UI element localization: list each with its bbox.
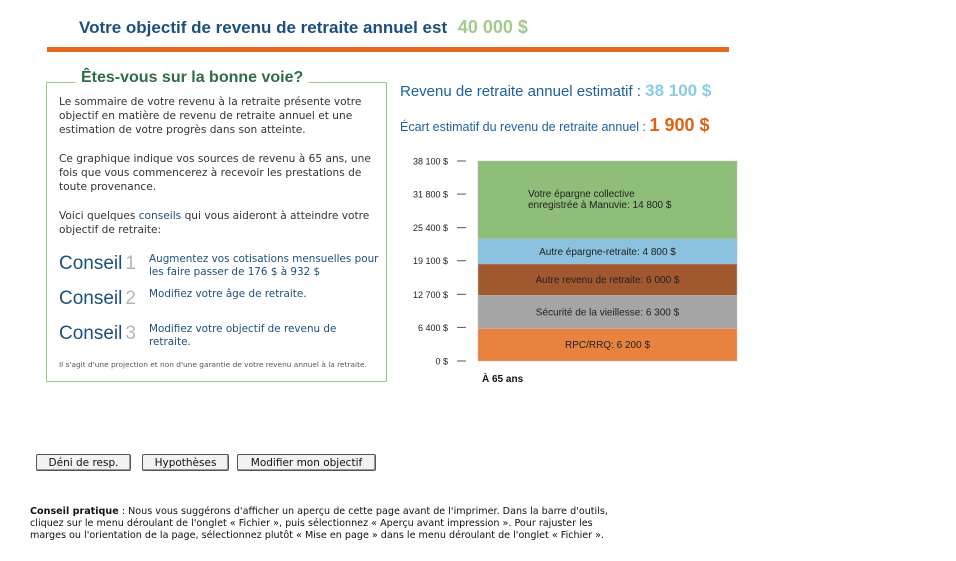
projection-disclaimer: Il s'agit d'une projection et non d'une garantie de votre revenu annuel à la retraite.	[59, 360, 367, 369]
intro-paragraph: Le sommaire de votre revenu à la retraite présente votre objectif en matière de revenu de retraite annuel et une estimation de votre progrès dans son atteinte.	[59, 96, 362, 136]
income-gap-label: Écart estimatif du revenu de retraite annuel :	[400, 120, 646, 134]
tip-3-link[interactable]: Modifiez votre objectif de revenu de retraite.	[149, 323, 337, 348]
bar-segment-label: Sécurité de la vieillesse: 6 300 $	[535, 307, 680, 319]
assumptions-button[interactable]: Hypothèses	[142, 454, 229, 471]
estimated-income-label: Revenu de retraite annuel estimatif :	[400, 83, 641, 100]
y-tick-label: 6 400 $	[417, 322, 448, 333]
tip-1-label: Conseil 1	[59, 253, 136, 274]
income-sources-chart	[400, 150, 745, 390]
tip-1-link[interactable]: Augmentez vos cotisations mensuelles pour les faire passer de 176 $ à 932 $	[149, 253, 379, 278]
income-gap	[400, 115, 710, 136]
tip-2-label: Conseil 2	[59, 288, 136, 309]
tips-intro-paragraph	[59, 209, 379, 237]
bar-segment-label: Autre revenu de retraite: 6 000 $	[535, 275, 680, 287]
tips-link[interactable]: conseils	[138, 210, 182, 222]
y-tick-label: 31 800 $	[412, 189, 448, 200]
practical-tip-label: Conseil pratique	[30, 506, 119, 517]
y-tick-label: 19 100 $	[412, 256, 448, 267]
y-tick-label: 38 100 $	[412, 156, 448, 167]
practical-tip-text: : Nous vous suggérons d'afficher un aperçu de cette page avant de l'imprimer. Dans la barre d'outils, cliquez sur le menu déroulant de l'onglet « Fichier », puis sélectionnez « Aperçu avant impression ». Pour rajuster les marges ou l'orientation de la page, sélectionnez plutôt « Mise en page » dans le menu déroulant de l'onglet « Fichier ».	[30, 506, 608, 541]
income-gap-value: 1 900 $	[649, 115, 710, 135]
estimated-income	[400, 81, 711, 101]
x-category-label: À 65 ans	[482, 374, 524, 385]
y-tick-label: 0 $	[435, 356, 448, 367]
bar-segment-label: Votre épargne collective enregistrée à Manuvie: 14 800 $	[528, 188, 672, 211]
practical-tip	[30, 506, 620, 542]
disclaimer-button[interactable]: Déni de resp.	[36, 454, 131, 471]
bar-segment-label: Autre épargne-retraite: 4 800 $	[539, 246, 676, 258]
page-title	[79, 17, 528, 38]
y-tick-label: 12 700 $	[412, 289, 448, 300]
y-tick-label: 25 400 $	[412, 223, 448, 234]
bar-segment-label: RPC/RRQ: 6 200 $	[564, 340, 651, 352]
goal-value: 40 000 $	[457, 17, 528, 37]
tip-3-label: Conseil 3	[59, 323, 136, 344]
tip-2-link[interactable]: Modifiez votre âge de retraite.	[149, 288, 307, 300]
header-divider	[47, 47, 729, 52]
tips-intro-before: Voici quelques	[59, 210, 136, 222]
page-title-text: Votre objectif de revenu de retraite annuel est	[79, 18, 448, 37]
chart-explanation-paragraph: Ce graphique indique vos sources de revenu à 65 ans, une fois que vous commencerez à recevoir les prestations de toute provenance.	[59, 153, 371, 193]
panel-title: Êtes-vous sur la bonne voie?	[75, 69, 309, 87]
tips-intro-after: qui vous aideront à atteindre votre objectif de retraite:	[59, 210, 370, 236]
modify-goal-button[interactable]: Modifier mon objectif	[237, 454, 376, 471]
estimated-income-value: 38 100 $	[645, 81, 712, 100]
